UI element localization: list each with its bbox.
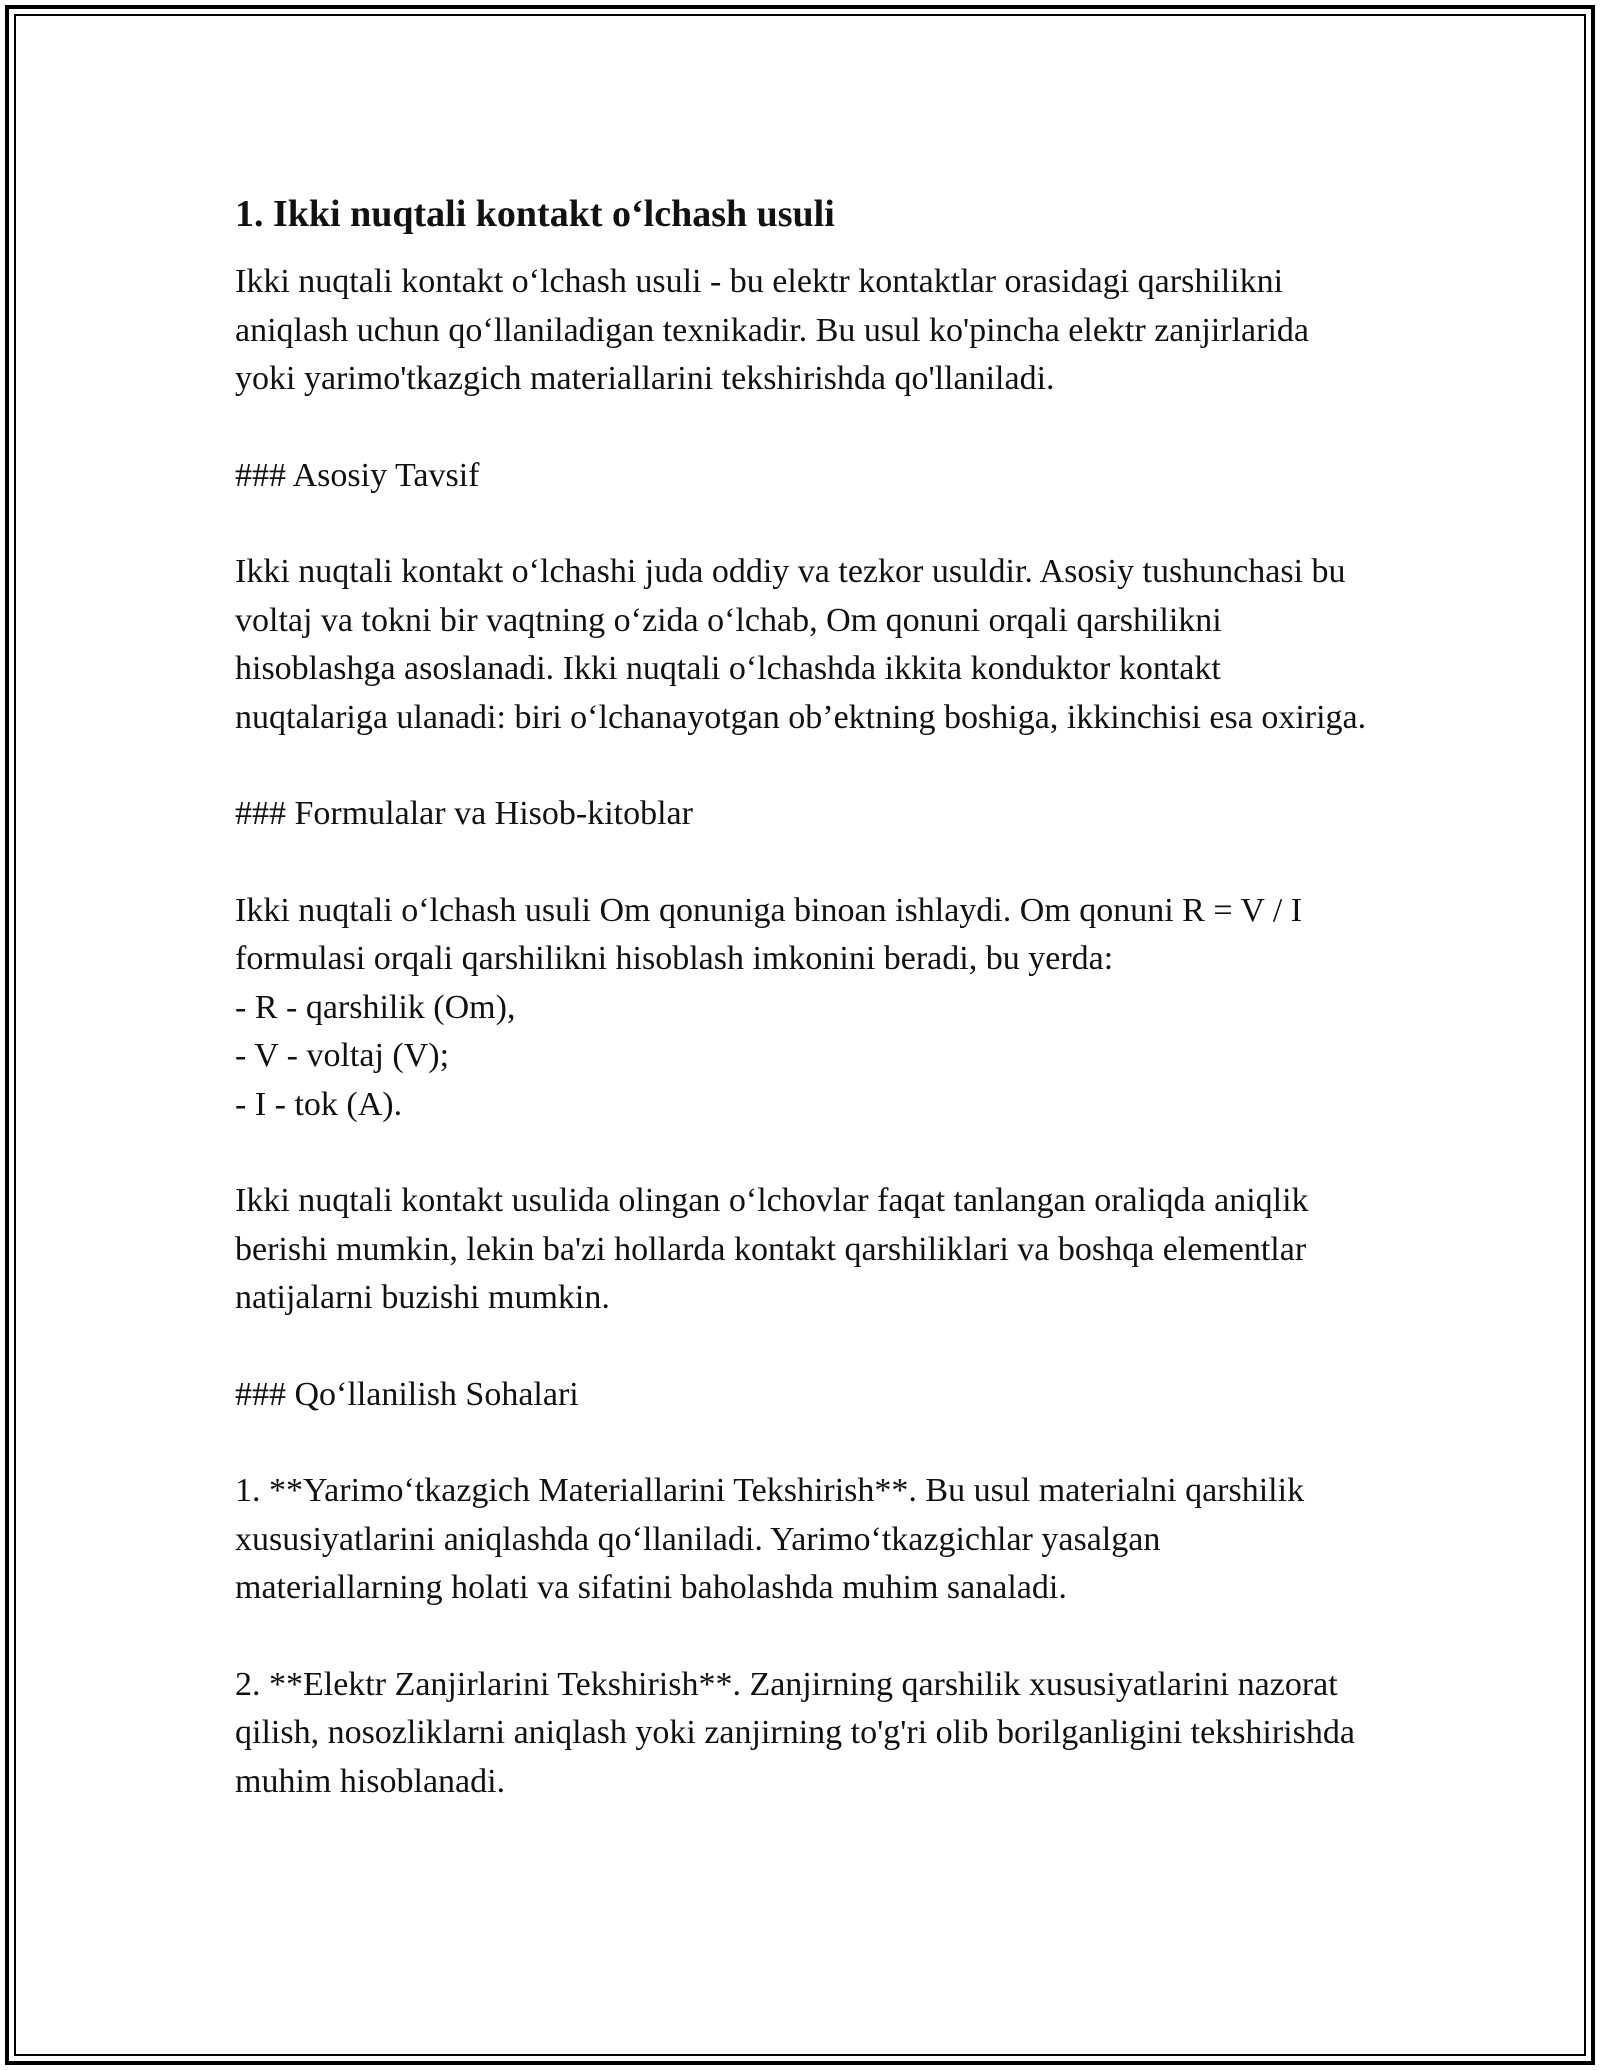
section-paragraph-asosiy-tavsif: Ikki nuqtali kontakt o‘lchashi juda oddiy va tezkor usuldir. Asosiy tushunchasi bu voltaj va tokni bir vaqtning o‘zida o‘lchab, Om qonuni orqali qarshilikni hisoblashga asoslanadi. Ikki nuqtali o‘lchashda ikkita konduktor kontakt nuqtalariga ulanadi: biri o‘lchanayotgan ob’ektning boshiga, ikkinchisi esa oxiriga. [235,553,1367,736]
formula-list-item: - I - tok (A). [235,1085,403,1123]
intro-paragraph: Ikki nuqtali kontakt o‘lchash usuli - bu elektr kontaktlar orasidagi qarshilikni aniqlash uchun qo‘llaniladigan texnikadir. Bu usul ko'pincha elektr zanjirlarida yoki yarimo'tkazgich materiallarini tekshirishda qo'llaniladi. [235,263,1309,397]
document-body [235,190,1375,1806]
formula-list-item: - R - qarshilik (Om), [235,988,516,1026]
formula-list-item: - V - voltaj (V); [235,1037,450,1074]
formula-note-paragraph: Ikki nuqtali kontakt usulida olingan o‘lchovlar faqat tanlangan oraliqda aniqlik berishi mumkin, lekin ba'zi hollarda kontakt qarshiliklari va boshqa elementlar natijalarni buzishi mumkin. [235,1182,1309,1316]
formula-paragraph: Ikki nuqtali o‘lchash usuli Om qonuniga binoan ishlaydi. Om qonuni R = V / I formulasi orqali qarshilikni hisoblash imkonini beradi, bu yerda: [235,891,1303,977]
section-heading-asosiy-tavsif: ### Asosiy Tavsif [235,456,480,494]
application-item-2: 2. **Elektr Zanjirlarini Tekshirish**. Zanjirning qarshilik xususiyatlarini nazorat qilish, nosozliklarni aniqlash yoki zanjirning to'g'ri olib borilganligini tekshirishda muhim hisoblanadi. [235,1665,1355,1800]
formula-block [235,887,1375,1130]
document-title: 1. Ikki nuqtali kontakt o‘lchash usuli [235,193,835,235]
application-item-1: 1. **Yarimo‘tkazgich Materiallarini Tekshirish**. Bu usul materialni qarshilik xususiyatlarini aniqlashda qo‘llaniladi. Yarimo‘tkazgichlar yasalgan materiallarning holati va sifatini baholashda muhim sanaladi. [235,1472,1305,1606]
section-heading-qollanilish: ### Qo‘llanilish Sohalari [235,1375,579,1413]
section-heading-formulalar: ### Formulalar va Hisob-kitoblar [235,795,693,832]
